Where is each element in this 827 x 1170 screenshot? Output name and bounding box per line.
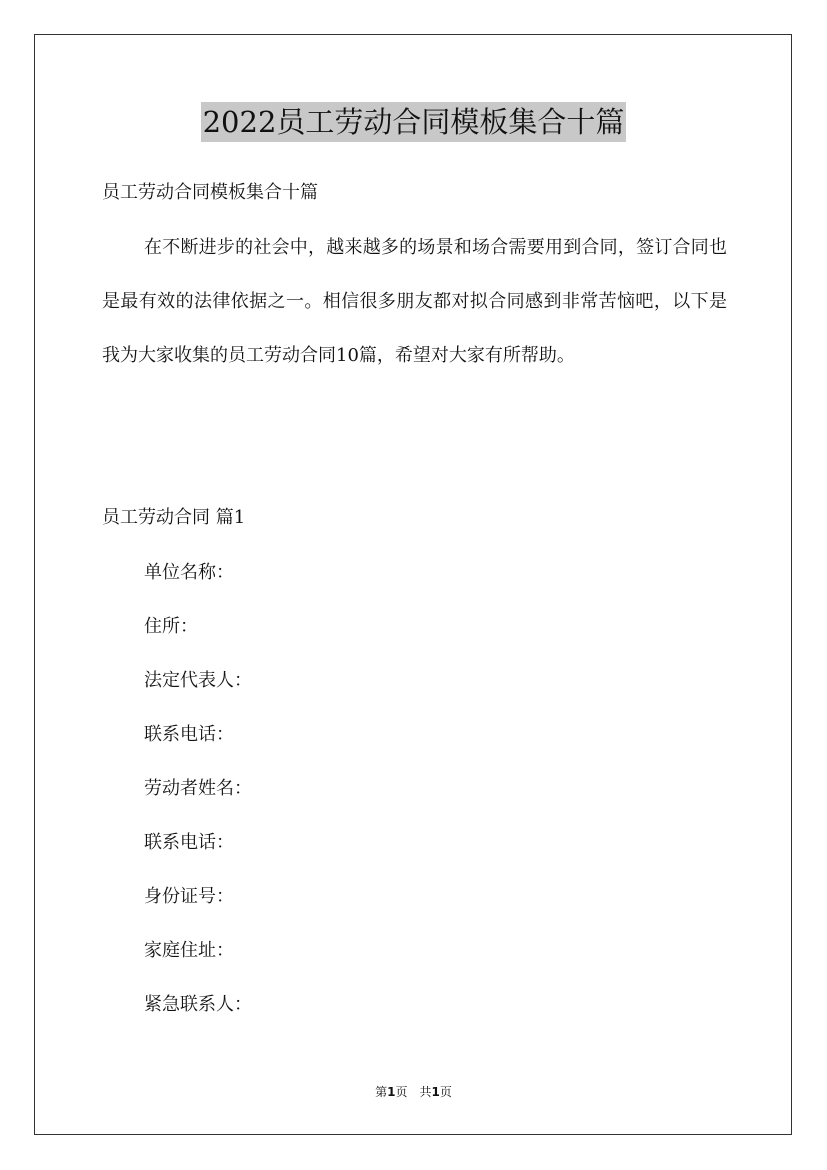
section-heading: 员工劳动合同 篇1 — [102, 507, 246, 528]
document-subtitle: 员工劳动合同模板集合十篇 — [102, 182, 318, 203]
contract-fields-list — [144, 560, 252, 1046]
page-footer — [0, 1084, 827, 1100]
title-container — [0, 102, 827, 142]
total-suffix: 页 — [439, 1085, 452, 1099]
page-prefix: 第 — [375, 1085, 388, 1099]
field-id-number: 身份证号： — [144, 886, 234, 907]
field-address: 住所： — [144, 616, 198, 637]
field-employer-name: 单位名称： — [144, 562, 234, 583]
field-employer-phone: 联系电话： — [144, 724, 234, 745]
page-number: 1 — [387, 1085, 396, 1099]
field-emergency-contact: 紧急联系人： — [144, 994, 252, 1015]
field-worker-name: 劳动者姓名： — [144, 778, 252, 799]
field-worker-phone: 联系电话： — [144, 832, 234, 853]
document-title: 2022员工劳动合同模板集合十篇 — [201, 102, 627, 142]
intro-paragraph: 在不断进步的社会中，越来越多的场景和场合需要用到合同，签订合同也是最有效的法律依据之一。相信很多朋友都对拟合同感到非常苦恼吧，以下是我为大家收集的员工劳动合同10篇，希望对大家有所帮助。 — [102, 237, 727, 366]
total-prefix: 共 — [419, 1085, 432, 1099]
field-legal-representative: 法定代表人： — [144, 670, 252, 691]
total-pages: 1 — [431, 1085, 440, 1099]
field-home-address: 家庭住址： — [144, 940, 234, 961]
page-suffix: 页 — [395, 1085, 408, 1099]
